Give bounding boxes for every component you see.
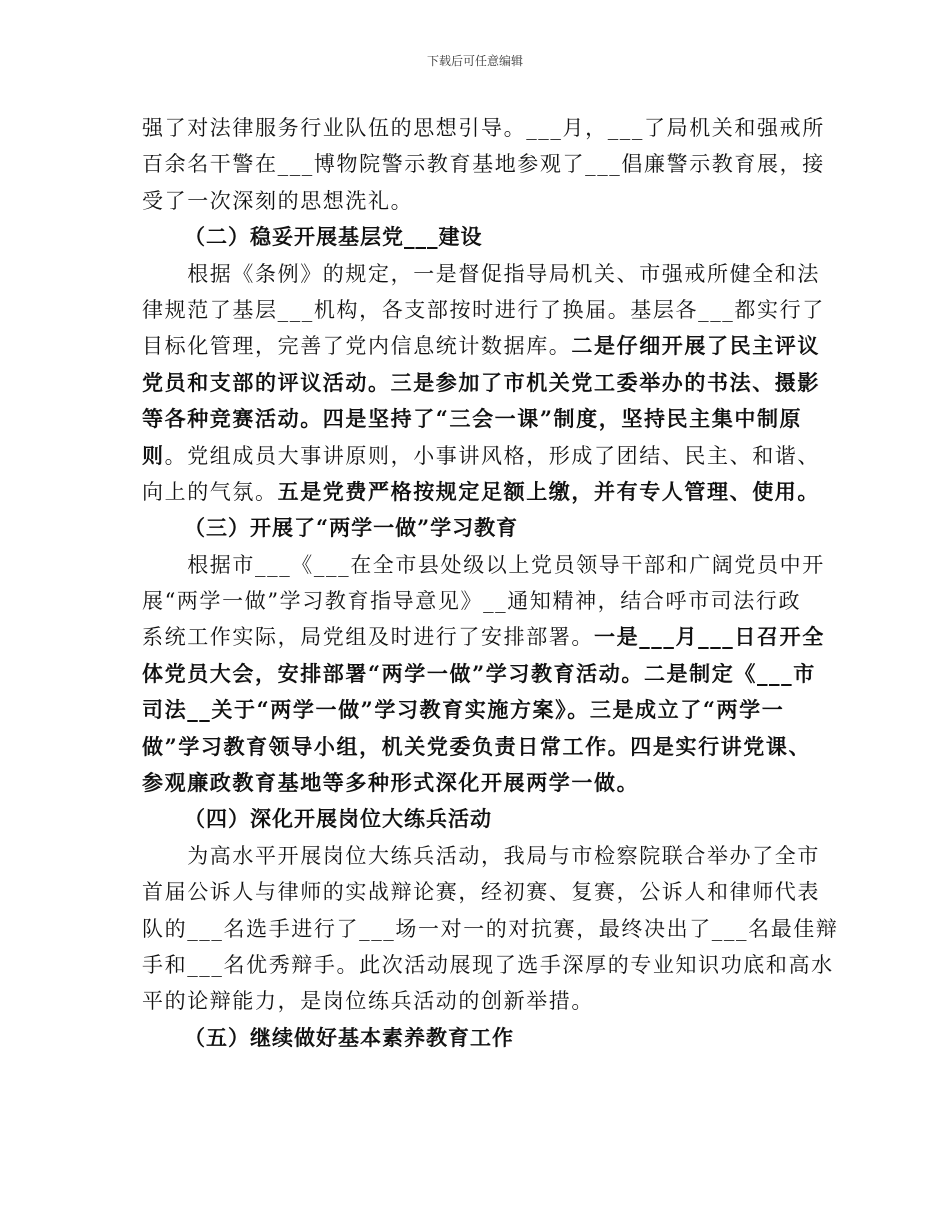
bold-text-run: 二是仔细开展了民主评议: [571, 333, 821, 359]
section-heading: [142, 510, 810, 546]
text-run: 系统工作实际，局党组及时进行了安排部署。: [142, 625, 594, 650]
paragraph-line: [142, 547, 825, 583]
text-run: 首届公诉人与律师的实战辩论赛，经初赛、复赛，公诉人和律师代表: [142, 880, 820, 905]
paragraph-line: [142, 911, 839, 947]
text-run: （五）继续做好基本素养教育工作: [184, 1024, 514, 1050]
bold-text-run: 则: [142, 442, 165, 468]
bold-text-run: 司法__关于“两学一做”学习教育实施方案》。三是成立了“两学一: [142, 697, 785, 723]
section-heading: [142, 219, 810, 255]
text-run: （二）稳妥开展基层党___建设: [184, 224, 483, 250]
text-run: 平的论辩能力，是岗位练兵活动的创新举措。: [142, 989, 594, 1014]
bold-text-run: 参观廉政教育基地等多种形式深化开展两学一做。: [142, 770, 640, 796]
paragraph-line: [142, 947, 834, 983]
paragraph-line: [142, 729, 810, 765]
paragraph-line: [142, 474, 821, 510]
paragraph-line: [142, 983, 810, 1019]
bold-text-run: 党员和支部的评议活动。三是参加了市机关党工委举办的书法、摄影: [142, 369, 820, 395]
paragraph-line: [142, 256, 820, 292]
text-run: 根据市___《___在全市县处级以上党员领导干部和广阔党员中开: [142, 552, 825, 577]
paragraph-line: [142, 692, 810, 728]
page-header: 下载后可任意编辑: [426, 54, 523, 68]
bold-text-run: 五是党费严格按规定足额上缴，并有专人管理、使用。: [277, 478, 821, 504]
paragraph-line: [142, 838, 820, 874]
text-run: （三）开展了“两学一做”学习教育: [184, 515, 519, 541]
paragraph-line: [142, 583, 810, 619]
text-run: 目标化管理，完善了党内信息统计数据库。: [142, 334, 572, 359]
text-run: 受了一次深刻的思想洗礼。: [142, 188, 414, 213]
paragraph-line: [142, 401, 810, 437]
section-heading: [142, 1020, 810, 1056]
paragraph-line: [142, 874, 820, 910]
text-run: （四）深化开展岗位大练兵活动: [184, 806, 492, 832]
bold-text-run: 做”学习教育领导小组，机关党委负责日常工作。四是实行讲党课、: [142, 733, 812, 759]
text-run: 根据《条例》的规定，一是督促指导局机关、市强戒所健全和法: [142, 261, 820, 286]
text-run: 百余名干警在___博物院警示教育基地参观了___倡廉警示教育展，接: [142, 152, 825, 177]
text-run: 强了对法律服务行业队伍的思想引导。___月，___了局机关和强戒所: [142, 116, 825, 140]
paragraph-line: [142, 292, 825, 328]
text-run: 队的___名选手进行了___场一对一的对抗赛，最终决出了___名最佳辩: [142, 916, 839, 941]
paragraph-line: [142, 765, 810, 801]
paragraph-line: [142, 656, 816, 692]
bold-text-run: 体党员大会，安排部署“两学一做”学习教育活动。二是制定《___市: [142, 660, 816, 686]
paragraph-line: [142, 619, 825, 655]
bold-text-run: 等各种竞赛活动。四是坚持了“三会一课”制度，坚持民主集中制原: [142, 406, 803, 432]
text-run: 手和___名优秀辩手。此次活动展现了选手深厚的专业知识功底和高水: [142, 952, 834, 977]
text-run: 。党组成员大事讲原则，小事讲风格，形成了团结、民主、和谐、: [164, 443, 821, 468]
text-run: 律规范了基层___机构，各支部按时进行了换届。基层各___都实行了: [142, 297, 825, 322]
paragraph-line: [142, 438, 821, 474]
paragraph-line: [142, 110, 825, 146]
paragraph-line: [142, 183, 810, 219]
paragraph-line: [142, 328, 821, 364]
paragraph-line: [142, 146, 825, 182]
bold-text-run: 一是___月___日召开全: [594, 624, 825, 650]
paragraph-line: [142, 365, 820, 401]
document-body: [142, 110, 839, 1056]
text-run: 展“两学一做”学习教育指导意见》__通知精神，结合呼市司法行政: [142, 589, 802, 614]
text-run: 为高水平开展岗位大练兵活动，我局与市检察院联合举办了全市: [142, 843, 820, 868]
text-run: 向上的气氛。: [142, 479, 278, 504]
section-heading: [142, 801, 810, 837]
